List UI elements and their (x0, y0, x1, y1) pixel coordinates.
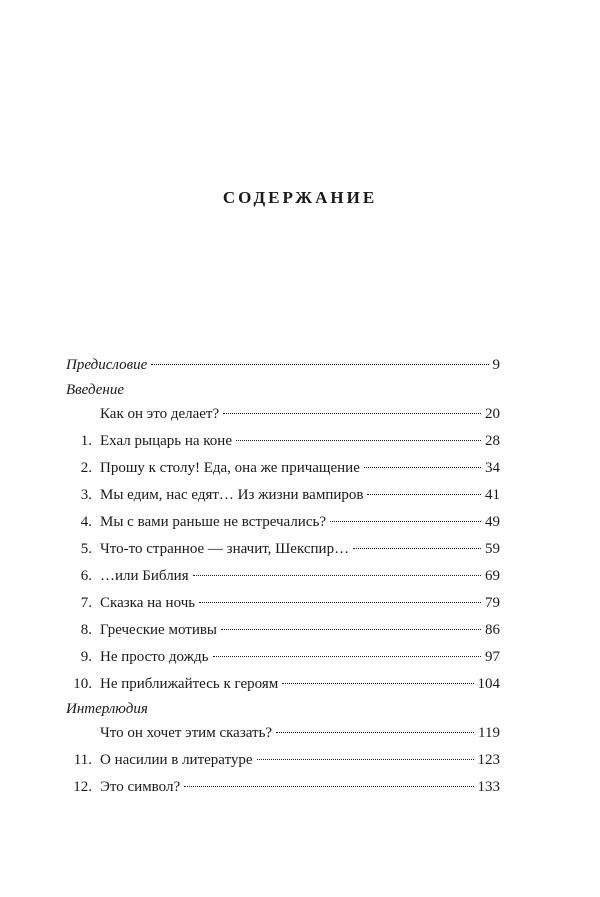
leader-dots (151, 364, 488, 365)
leader-dots (199, 602, 481, 603)
toc-entry-page: 123 (477, 752, 500, 768)
chapter-number: 12. (73, 779, 92, 795)
toc-entry-page: 69 (485, 568, 500, 584)
toc-entry-chapter-2[interactable] (66, 455, 500, 482)
toc-entry-page: 97 (485, 649, 500, 665)
chapter-number: 3. (80, 487, 92, 503)
toc-entry-page: 9 (492, 357, 500, 373)
chapter-number: 8. (80, 622, 92, 638)
toc-section-label: Интерлюдия (66, 701, 148, 717)
toc-entry-page: 28 (485, 433, 500, 449)
leader-dots (223, 413, 481, 414)
toc-entry-label: Как он это делает? (100, 406, 220, 422)
leader-dots (236, 440, 481, 441)
toc-entry-page: 41 (485, 487, 500, 503)
toc-section-introduction (66, 379, 500, 401)
chapter-number: 5. (80, 541, 92, 557)
toc-entry-chapter-9[interactable] (66, 644, 500, 671)
leader-dots (276, 732, 474, 733)
chapter-number: 11. (73, 752, 92, 768)
leader-dots (353, 548, 481, 549)
toc-entry-chapter-5[interactable] (66, 536, 500, 563)
toc-entry-page: 20 (485, 406, 500, 422)
toc-section-label: Введение (66, 382, 124, 398)
page-title: СОДЕРЖАНИЕ (222, 188, 378, 207)
chapter-number: 4. (80, 514, 92, 530)
leader-dots (221, 629, 481, 630)
toc-entry-label: О насилии в литературе (100, 752, 253, 768)
leader-dots (364, 467, 481, 468)
toc-section-interlude (66, 698, 500, 720)
chapter-number: 2. (80, 460, 92, 476)
toc-entry-label: Не приближайтесь к героям (100, 676, 279, 692)
toc-entry-label: Мы с вами раньше не встречались? (100, 514, 326, 530)
toc-entry-label: Сказка на ночь (100, 595, 196, 611)
toc-entry-label: Прошу к столу! Еда, она же причащение (100, 460, 360, 476)
leader-dots (330, 521, 481, 522)
toc-entry-chapter-6[interactable] (66, 563, 500, 590)
toc-entry-label: Не просто дождь (100, 649, 209, 665)
leader-dots (184, 786, 473, 787)
leader-dots (282, 683, 473, 684)
toc-entry-page: 133 (477, 779, 500, 795)
chapter-number: 1. (80, 433, 92, 449)
toc-entry-chapter-8[interactable] (66, 617, 500, 644)
toc-entry-page: 34 (485, 460, 500, 476)
toc-entry-chapter-1[interactable] (66, 428, 500, 455)
toc-entry-page: 119 (478, 725, 500, 741)
toc-entry-chapter-3[interactable] (66, 482, 500, 509)
toc-entry-page: 86 (485, 622, 500, 638)
toc-entry-page: 79 (485, 595, 500, 611)
table-of-contents (66, 352, 500, 801)
toc-entry-chapter-4[interactable] (66, 509, 500, 536)
toc-entry-label: Что он хочет этим сказать? (100, 725, 273, 741)
leader-dots (213, 656, 481, 657)
toc-entry-label: Это символ? (100, 779, 181, 795)
leader-dots (257, 759, 474, 760)
toc-entry-label: Что-то странное — значит, Шекспир… (100, 541, 350, 557)
toc-entry-page: 59 (485, 541, 500, 557)
chapter-number: 7. (80, 595, 92, 611)
toc-entry-chapter-12[interactable] (66, 774, 500, 801)
toc-entry-page: 49 (485, 514, 500, 530)
toc-entry-label: Ехал рыцарь на коне (100, 433, 232, 449)
toc-entry-chapter-7[interactable] (66, 590, 500, 617)
toc-entry-label: …или Библия (100, 568, 189, 584)
chapter-number: 9. (80, 649, 92, 665)
toc-entry-label: Мы едим, нас едят… Из жизни вампиров (100, 487, 364, 503)
toc-entry-sub[interactable] (66, 401, 500, 428)
toc-entry-preface[interactable] (66, 352, 500, 379)
toc-entry-chapter-10[interactable] (66, 671, 500, 698)
leader-dots (193, 575, 481, 576)
chapter-number: 10. (73, 676, 92, 692)
leader-dots (367, 494, 481, 495)
chapter-number: 6. (80, 568, 92, 584)
toc-entry-label: Предисловие (66, 357, 148, 373)
toc-entry-page: 104 (477, 676, 500, 692)
toc-entry-chapter-11[interactable] (66, 747, 500, 774)
toc-entry-label: Греческие мотивы (100, 622, 218, 638)
toc-entry-sub[interactable] (66, 720, 500, 747)
